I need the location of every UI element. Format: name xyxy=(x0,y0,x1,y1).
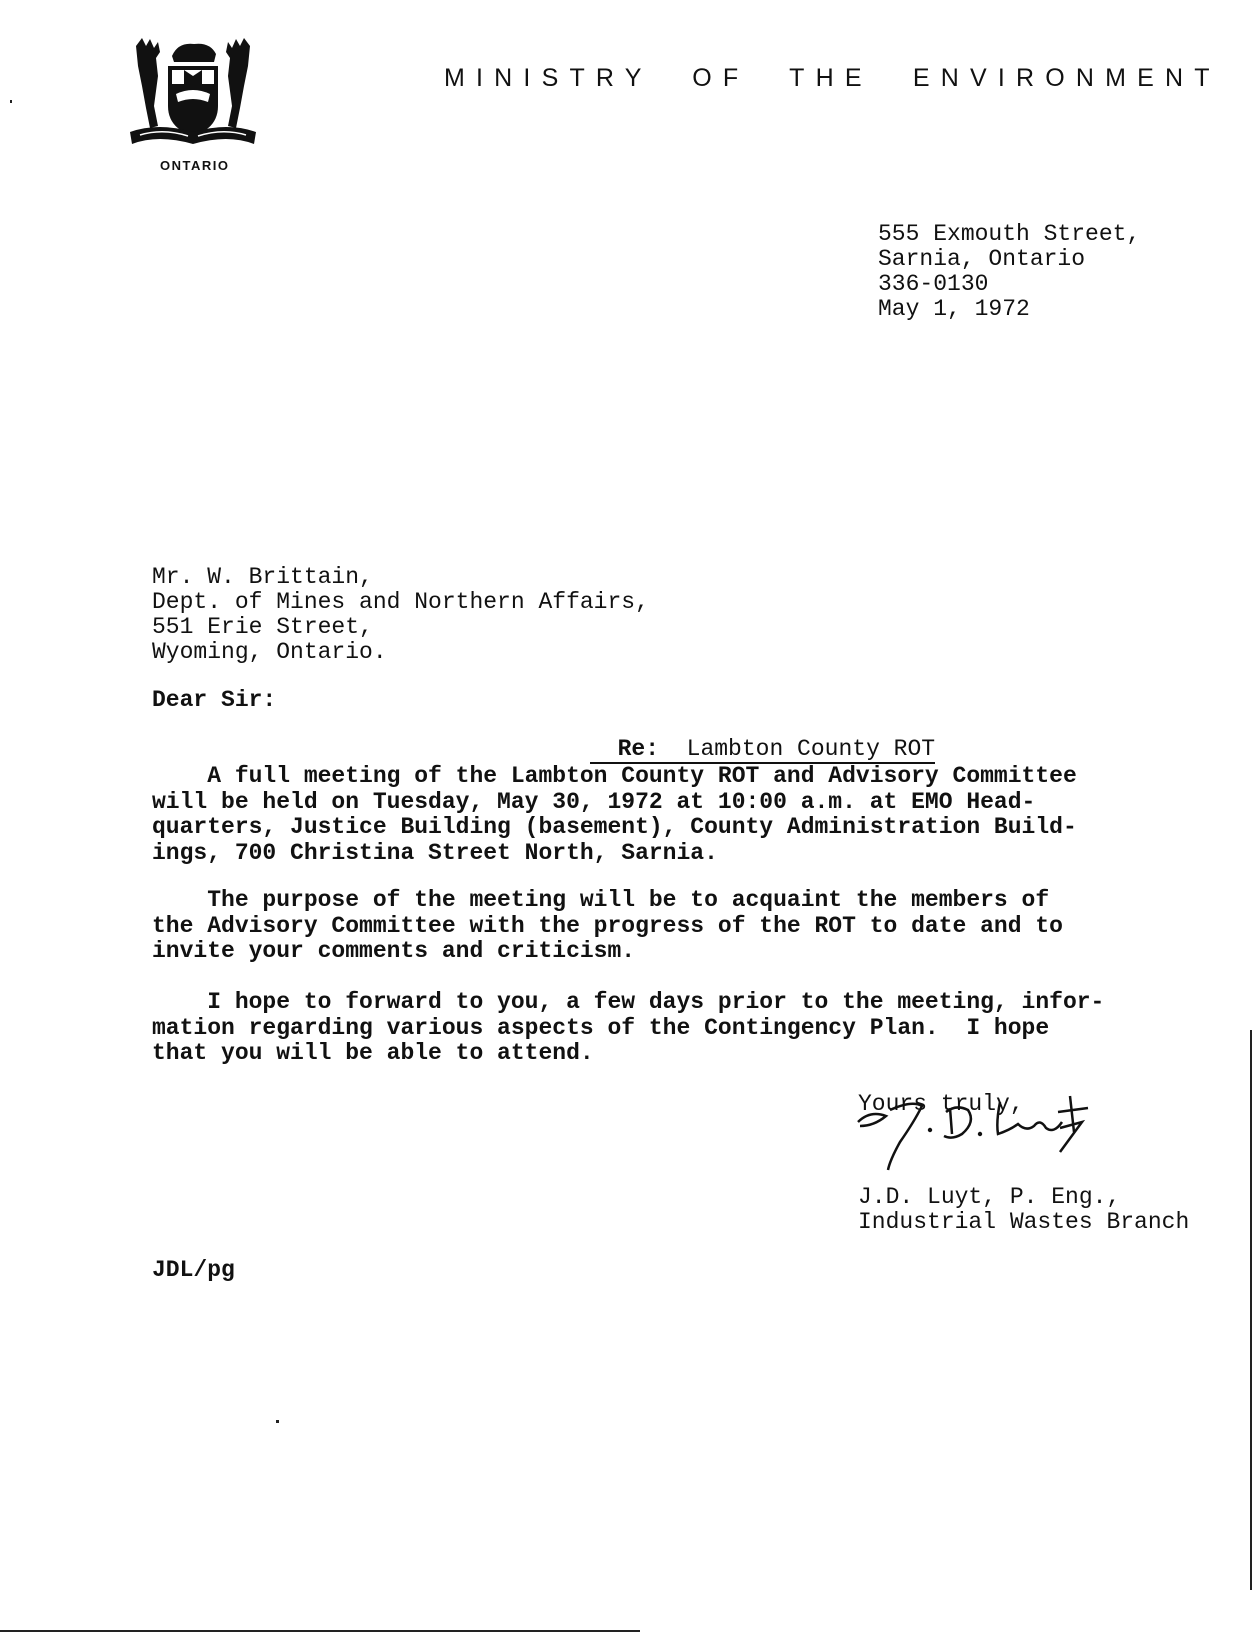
paragraph-line: The purpose of the meeting will be to acquaint the members of xyxy=(152,887,1050,913)
salutation: Dear Sir: xyxy=(152,687,277,713)
paragraph-line: the Advisory Committee with the progress of the ROT to date and to xyxy=(152,912,1063,939)
signature-block xyxy=(858,1185,1189,1235)
scan-speck xyxy=(10,100,12,103)
subject-line xyxy=(590,712,935,764)
recipient-address xyxy=(152,565,649,665)
sender-phone: 336-0130 xyxy=(878,271,989,297)
signatory-branch: Industrial Wastes Branch xyxy=(858,1209,1190,1235)
scan-edge-mark xyxy=(1250,1030,1252,1590)
letter-date: May 1, 1972 xyxy=(878,296,1030,322)
paragraph-line: mation regarding various aspects of the Contingency Plan. I hope xyxy=(152,1014,1050,1041)
paragraph-2 xyxy=(152,888,1063,965)
reference-initials: JDL/pg xyxy=(152,1257,235,1283)
paragraph-line: quarters, Justice Building (basement), County Administration Build- xyxy=(152,814,1077,840)
closing: Yours truly, xyxy=(858,1091,1024,1117)
sender-address xyxy=(878,222,1140,322)
sender-city: Sarnia, Ontario xyxy=(878,246,1086,272)
ministry-title: MINISTRY OF THE ENVIRONMENT xyxy=(444,64,1221,92)
paragraph-line: will be held on Tuesday, May 30, 1972 at 10:00 a.m. at EMO Head- xyxy=(152,788,1036,815)
paragraph-line: invite your comments and criticism. xyxy=(152,938,636,964)
recipient-city: Wyoming, Ontario. xyxy=(152,639,387,665)
crest-caption: ONTARIO xyxy=(160,158,230,173)
ontario-coat-of-arms-icon xyxy=(128,36,258,148)
paragraph-1 xyxy=(152,764,1077,866)
recipient-dept: Dept. of Mines and Northern Affairs, xyxy=(152,589,649,615)
handwritten-signature xyxy=(850,1082,1110,1172)
paragraph-line: I hope to forward to you, a few days prior to the meeting, infor- xyxy=(152,989,1105,1015)
paragraph-line: ings, 700 Christina Street North, Sarnia. xyxy=(152,839,718,866)
recipient-name: Mr. W. Brittain, xyxy=(152,564,373,590)
paragraph-line: that you will be able to attend. xyxy=(152,1040,594,1066)
recipient-street: 551 Erie Street, xyxy=(152,614,373,640)
subject-text: Lambton County ROT xyxy=(686,736,936,762)
scan-speck xyxy=(276,1420,279,1423)
subject-prefix: Re: xyxy=(617,736,660,762)
signatory-name: J.D. Luyt, P. Eng., xyxy=(858,1184,1121,1210)
paragraph-3 xyxy=(152,990,1104,1067)
scan-bottom-line xyxy=(0,1630,640,1632)
paragraph-line: A full meeting of the Lambton County ROT and Advisory Committee xyxy=(152,763,1077,789)
sender-street: 555 Exmouth Street, xyxy=(878,221,1141,247)
